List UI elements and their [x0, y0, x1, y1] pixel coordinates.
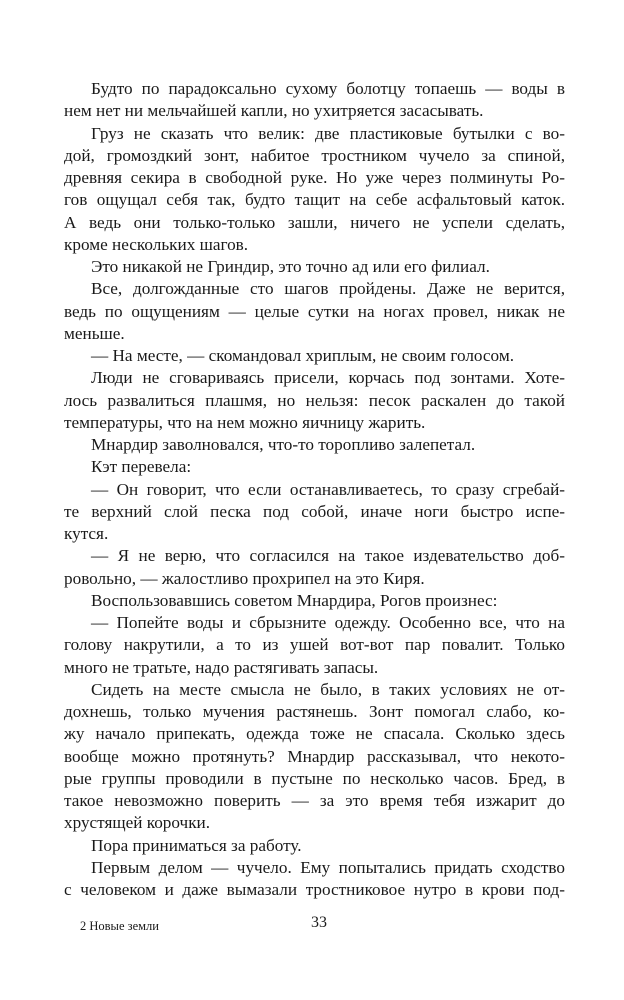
text-line: голову накрутили, а то из ушей вот-вот пар повалит. Только [64, 635, 565, 655]
text-line: дой, громоздкий зонт, набитое тростником чучело за спиной, [64, 145, 565, 165]
paragraph [64, 835, 565, 857]
text-line: рые группы проводили в пустыне по несколько часов. Бред, в [64, 768, 565, 788]
text-line: Воспользовавшись советом Мнардира, Рогов произнес: [91, 590, 498, 610]
text-line: дохнешь, только мучения растянешь. Зонт помогал слабо, ко- [64, 702, 565, 721]
text-line: Это никакой не Гриндир, это точно ад или его филиал. [91, 257, 490, 276]
text-line: Первым делом — чучело. Ему попытались придать сходство [91, 857, 565, 877]
text-line: хрустящей корочки. [64, 813, 211, 833]
paragraph [64, 545, 565, 590]
paragraph [64, 78, 565, 123]
text-line: А ведь они только-только зашли, ничего не успели сделать, [64, 212, 565, 232]
paragraph [64, 612, 565, 679]
paragraph [64, 857, 565, 902]
body-text [64, 78, 565, 901]
text-line: ровольно, — жалостливо прохрипел на это Киря. [64, 568, 425, 588]
text-line: Кэт перевела: [91, 457, 192, 477]
text-line: — Я не верю, что согласился на такое издевательство доб- [91, 546, 565, 566]
text-line: — Он говорит, что если останавливаетесь, то сразу сгребай- [91, 479, 565, 499]
running-head: 2 Новые земли [80, 919, 159, 933]
text-line: Пора приниматься за работу. [91, 835, 302, 855]
text-line: нем нет ни мельчайшей капли, но ухитряется засасывать. [64, 101, 484, 121]
paragraph [64, 278, 565, 345]
text-line: Все, долгожданные сто шагов пройдены. Даже не верится, [91, 279, 565, 299]
paragraph [64, 367, 565, 434]
text-line: — Попейте воды и сбрызните одежду. Особенно все, что на [91, 613, 565, 632]
text-line: вообще можно протянуть? Мнардир рассказывал, что некото- [64, 746, 565, 766]
paragraph [64, 345, 565, 367]
text-line: кутся. [64, 524, 109, 543]
paragraph [64, 123, 565, 257]
text-line: кроме нескольких шагов. [64, 234, 249, 254]
text-line: ведь по ощущениям — целые сутки на ногах провел, никак не [64, 301, 565, 321]
page-number: 33 [311, 914, 327, 931]
text-line: жу начало припекать, одежда тоже не спасала. Сколько здесь [64, 724, 565, 744]
text-line: Сидеть на месте смысла не было, в таких условиях не от- [91, 679, 565, 699]
text-line: — На месте, — скомандовал хриплым, не своим голосом. [91, 346, 514, 365]
paragraph [64, 256, 565, 278]
text-line: Груз не сказать что велик: две пластиковые бутылки с во- [91, 123, 565, 143]
text-line: много не тратьте, надо растягивать запасы. [64, 657, 379, 677]
text-line: Мнардир заволновался, что-то торопливо залепетал. [91, 435, 476, 454]
text-line: такое невозможно поверить — за это время тебя изжарит до [64, 791, 565, 810]
text-line: температуры, что на нем можно яичницу жарить. [64, 412, 426, 432]
text-line: древняя секира в свободной руке. Но уже через полминуты Ро- [64, 168, 565, 187]
text-line: гов ощущал себя так, будто тащит на себе асфальтовый каток. [64, 190, 565, 210]
text-line: меньше. [64, 323, 125, 343]
paragraph [64, 590, 565, 612]
text-line: лось развалиться плашмя, но нельзя: песок раскален до такой [64, 390, 565, 410]
text-line: Будто по парадоксально сухому болотцу топаешь — воды в [91, 79, 565, 98]
text-line: Люди не сговариваясь присели, корчась под зонтами. Хоте- [91, 368, 565, 388]
paragraph [64, 434, 565, 456]
page-footer [64, 914, 565, 938]
text-line: те верхний слой песка под собой, иначе ноги быстро испе- [64, 501, 565, 521]
text-line: с человеком и даже вымазали тростниковое нутро в крови под- [64, 880, 565, 899]
paragraph [64, 456, 565, 478]
paragraph [64, 679, 565, 835]
paragraph [64, 479, 565, 546]
